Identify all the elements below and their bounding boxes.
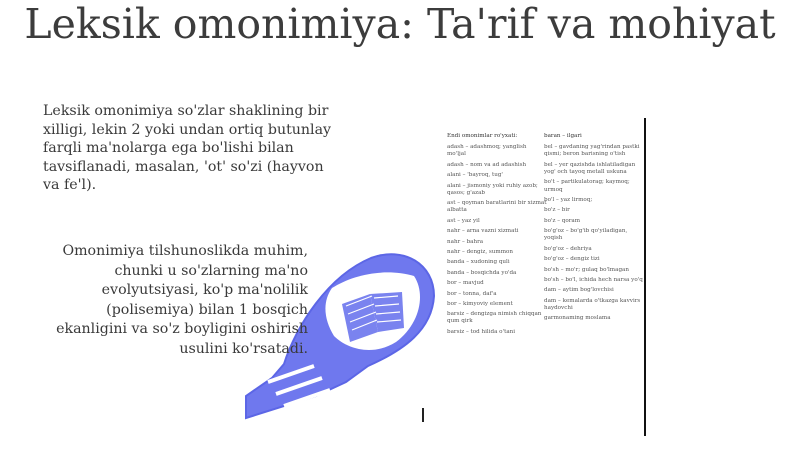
dictionary-entry: bo'g'oz – dengiz tizi xyxy=(544,256,600,263)
dictionary-entry: bel – yer qazishda ishlatiladigan yog' och tayoq metall uskuna xyxy=(544,161,636,175)
dictionary-entry: bo'g'oz – bo'g'ib qo'yiladigan, yoqish xyxy=(544,228,628,242)
dictionary-entry: bo'z – qoram xyxy=(544,217,581,224)
dictionary-entry: bor – kimyoviy element xyxy=(447,300,513,307)
dictionary-entry: bo'z – bir xyxy=(544,207,570,214)
dictionary-entry: bo'l – yaz lirmoq; xyxy=(544,196,593,203)
dictionary-entry: barsiz – dengizga nimish chiqqan qum qirk xyxy=(447,311,542,325)
page-edge-line xyxy=(644,118,646,436)
slide-title: Leksik omonimiya: Ta'rif va mohiyat xyxy=(24,0,776,48)
importance-paragraph: Omonimiya tilshunoslikda muhim, chunki u so'zlarning ma'no evolyutsiyasi, ko'p ma'nolilik (polisemiya) bilan 1 bosqich ekanligini va so'z boyligini oshirish usulini ko'rsatadi. xyxy=(56,243,308,357)
dictionary-entry: adash – nom va ad adashish xyxy=(447,161,527,168)
dictionary-entry: garmonaming moslama xyxy=(544,315,611,322)
dictionary-entry: Endi omonimlar ro'yxati: xyxy=(447,133,518,139)
dictionary-entry: nahr – arna vazni xizmati xyxy=(447,228,519,235)
dictionary-entry: bel – gavdaning yag'rindan pastki qismi; beron barisning o'tish xyxy=(544,144,640,158)
dictionary-entry: bor – tonna, daf'a xyxy=(447,290,497,297)
dictionary-entry: alani – 'bayroq, tug' xyxy=(447,172,503,179)
dictionary-entry: adash – adashmoq; yanglish mo'ljal xyxy=(447,144,527,158)
dictionary-entry: dam – kemalarda o'tkazga kavvirs haydovchi xyxy=(544,297,641,311)
dictionary-right-column xyxy=(544,133,644,326)
dictionary-entry: alani – jismoniy yoki ruhiy azob; qasos; g'azab xyxy=(447,182,538,196)
dictionary-entry: nahr – bahra xyxy=(447,238,484,245)
dictionary-entry: barsiz – tod hilida o'tani xyxy=(447,328,516,335)
dictionary-entry: dam – aytim bog'lovchisi xyxy=(544,287,614,294)
dictionary-entry: ast – yaz yil xyxy=(447,217,480,224)
dictionary-entry: banda – xudoning quli xyxy=(447,259,510,266)
dictionary-entry: bo'g'oz – dehriya xyxy=(544,245,592,252)
dictionary-page-image xyxy=(422,118,658,434)
dictionary-left-column xyxy=(447,133,547,339)
dictionary-entry: ast – qoyman baratlarini bir xizmat albatta xyxy=(447,200,547,214)
definition-paragraph: Leksik omonimiya so'zlar shaklining bir xilligi, lekin 2 yoki undan ortiq butunlay farqli ma'nolarga ega bo'lishi bilan tavsiflanadi, masalan, 'ot' so'zi (hayvon va fe'l). xyxy=(43,103,332,193)
dictionary-entry: bo't – partikulatorag; kaymoq; urmoq xyxy=(544,179,630,193)
dictionary-entry: nahr – dengiz, summon xyxy=(447,248,513,255)
dictionary-entry: bo'sh – mo'r; gulaq bo'lmagan xyxy=(544,266,629,273)
dictionary-entry: banda – bosqichda yo'da xyxy=(447,269,517,276)
dictionary-entry: bo'sh – bo'l, ichida hech narsa yo'q xyxy=(544,276,643,283)
dictionary-entry: baran – ilgari xyxy=(544,133,582,139)
dictionary-entry: bor – mavjud xyxy=(447,280,484,287)
